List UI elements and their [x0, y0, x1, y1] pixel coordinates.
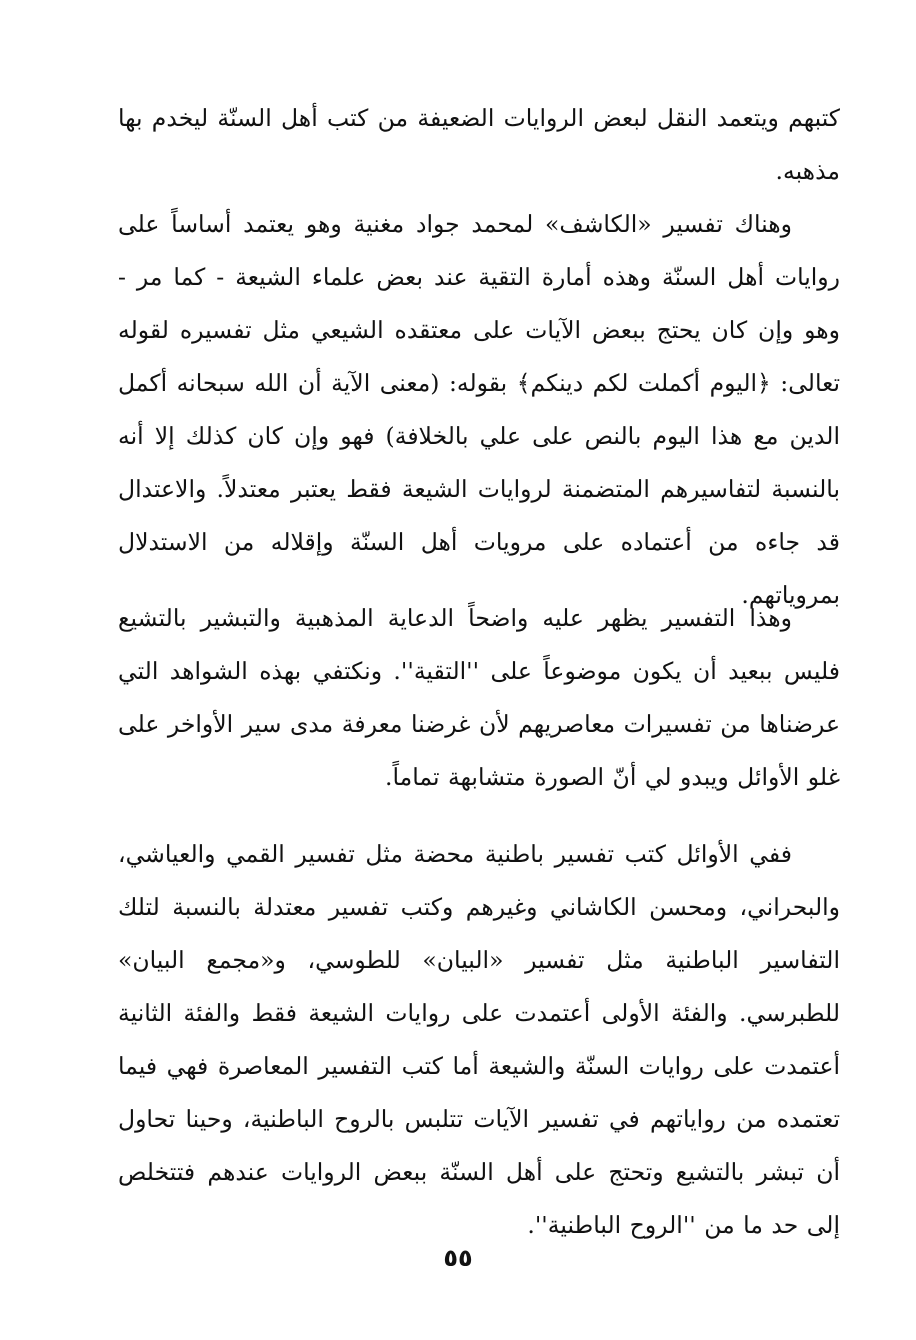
paragraph-1: كتبهم ويتعمد النقل لبعض الروايات الضعيفة من كتب أهل السنّة ليخدم بها مذهبه.	[118, 104, 840, 185]
document-page	[118, 92, 840, 1272]
page-number: ٥٥	[443, 1244, 473, 1272]
paragraph-4: ففي الأوائل كتب تفسير باطنية محضة مثل تفسير القمي والعياشي، والبحراني، ومحسن الكاشاني وغيرهم وكتب تفسير معتدلة بالنسبة لتلك التفاسير الباطنية مثل تفسير «البيان» للطوسي، و«مجمع البيان» للطبرسي. والفئة الأولى أعتمدت على روايات الشيعة فقط والفئة الثانية أعتمدت على روايات السنّة والشيعة أما كتب التفسير المعاصرة فهي فيما تعتمده من رواياتهم في تفسير الآيات تتلبس بالروح الباطنية، وحينا تحاول أن تبشر بالتشيع وتحتج على أهل السنّة ببعض الروايات عندهم فتتخلص إلى حد ما من ''الروح الباطنية''.	[118, 840, 840, 1239]
paragraph-2: وهناك تفسير «الكاشف» لمحمد جواد مغنية وهو يعتمد أساساً على روايات أهل السنّة وهذه أمارة التقية عند بعض علماء الشيعة - كما مر - وهو وإن كان يحتج ببعض الآيات على معتقده الشيعي مثل تفسيره لقوله تعالى: ﴿اليوم أكملت لكم دينكم﴾ بقوله: (معنى الآية أن الله سبحانه أكمل الدين مع هذا اليوم بالنص على علي بالخلافة) فهو وإن كان كذلك إلا أنه بالنسبة لتفاسيرهم المتضمنة لروايات الشيعة فقط يعتبر معتدلاً. والاعتدال قد جاءه من أعتماده على مرويات أهل السنّة وإقلاله من الاستدلال بمروياتهم.	[118, 210, 840, 609]
paragraph-3: وهذا التفسير يظهر عليه واضحاً الدعاية المذهبية والتبشير بالتشيع فليس ببعيد أن يكون موضوعاً على ''التقية''. ونكتفي بهذه الشواهد التي عرضناها من تفسيرات معاصريهم لأن غرضنا معرفة مدى سير الأواخر على غلو الأوائل ويبدو لي أنّ الصورة متشابهة تماماً.	[118, 604, 840, 791]
